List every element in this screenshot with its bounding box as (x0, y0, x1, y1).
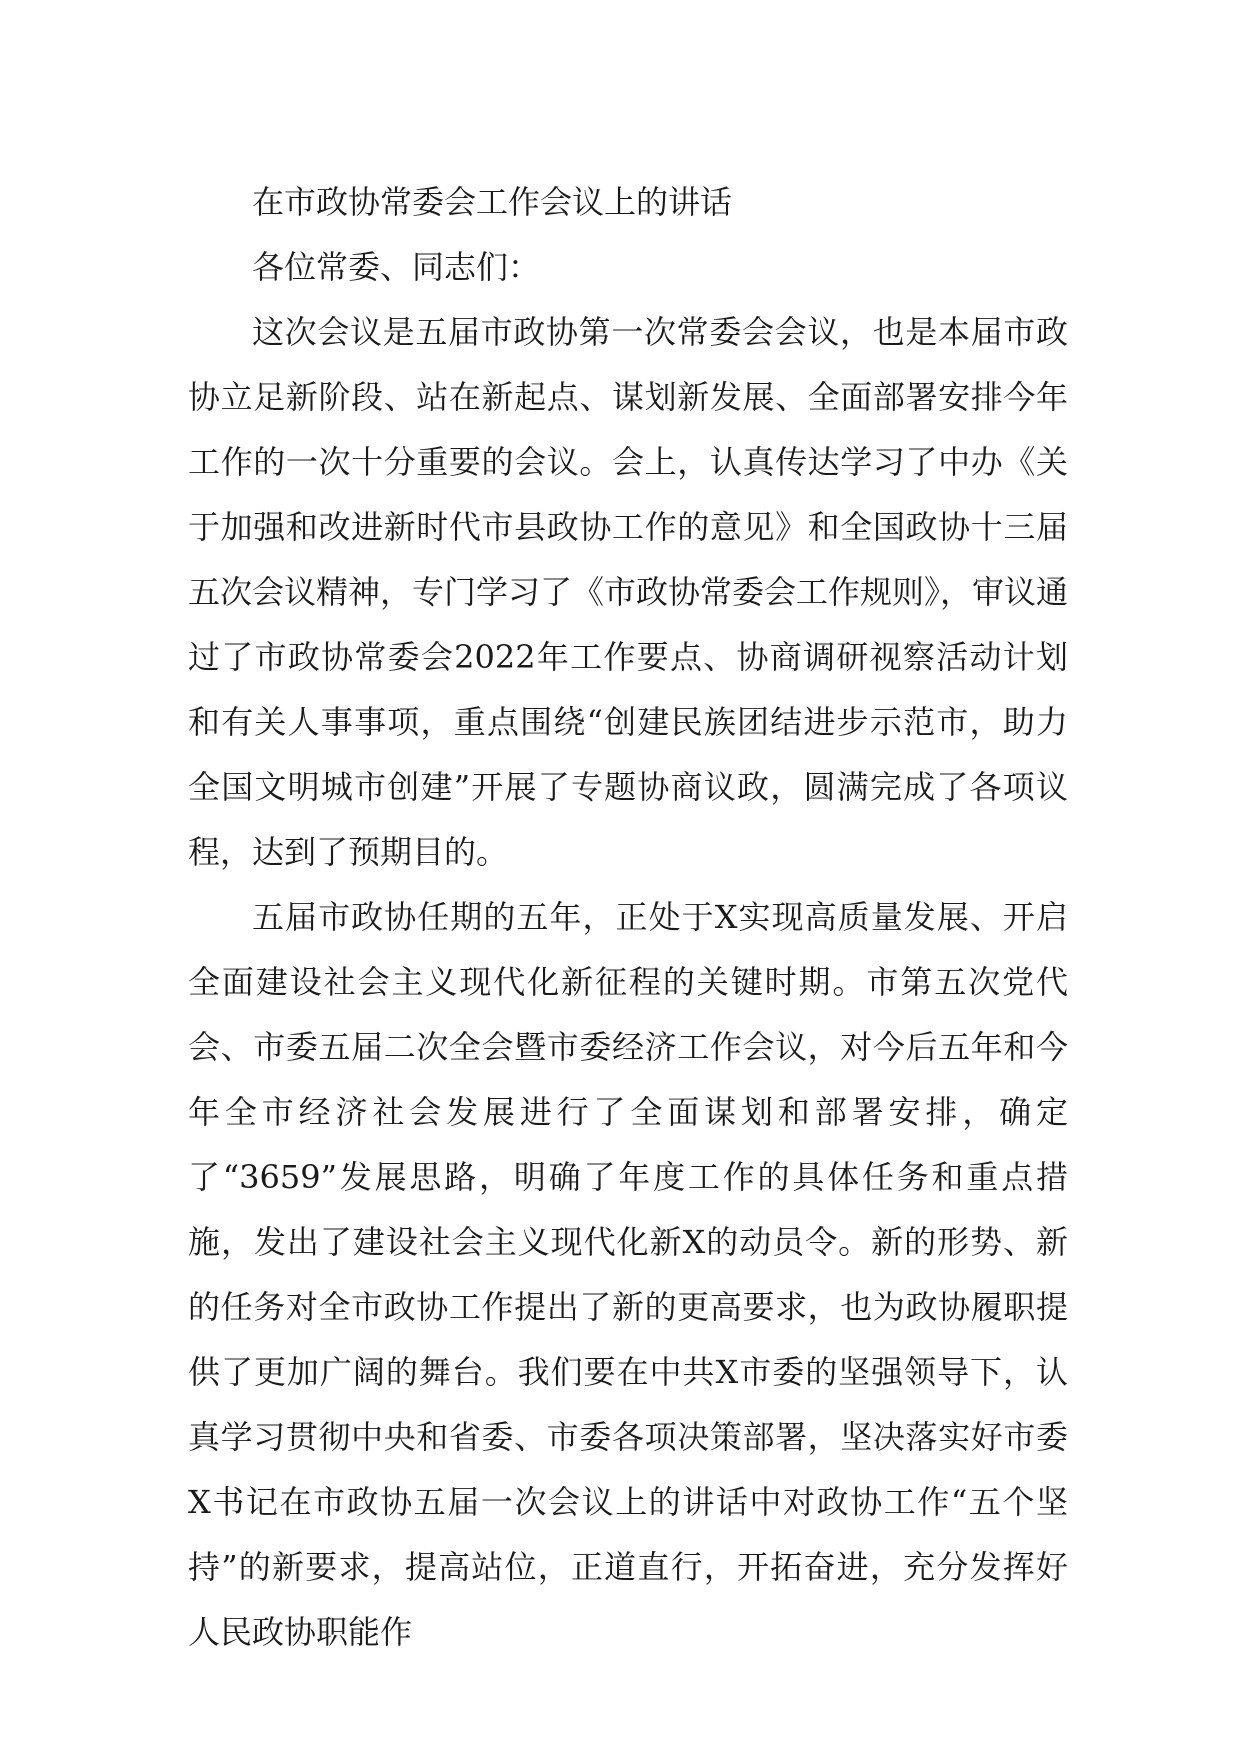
paragraph-intro: 这次会议是五届市政协第一次常委会会议，也是本届市政协立足新阶段、站在新起点、谋划新发展、全面部署安排今年工作的一次十分重要的会议。会上，认真传达学习了中办《关于加强和改进新时代市县政协工作的意见》和全国政协十三届五次会议精神，专门学习了《市政协常委会工作规则》，审议通过了市政协常委会2022年工作要点、协商调研视察活动计划和有关人事事项，重点围绕“创建民族团结进步示范市，助力全国文明城市创建”开展了专题协商议政，圆满完成了各项议程，达到了预期目的。 (188, 313, 1069, 871)
salutation: 各位常委、同志们： (252, 248, 541, 286)
paragraph-term: 五届市政协任期的五年，正处于X实现高质量发展、开启全面建设社会主义现代化新征程的关键时期。市第五次党代会、市委五届二次全会暨市委经济工作会议，对今后五年和今年全市经济社会发展进行了全面谋划和部署安排，确定了“3659”发展思路，明确了年度工作的具体任务和重点措施，发出了建设社会主义现代化新X的动员令。新的形势、新的任务对全市政协工作提出了新的更高要求，也为政协履职提供了更加广阔的舞台。我们要在中共X市委的坚强领导下，认真学习贯彻中央和省委、市委各项决策部署，坚决落实好市委X书记在市政协五届一次会议上的讲话中对政协工作“五个坚持”的新要求，提高站位，正道直行，开拓奋进，充分发挥好人民政协职能作 (188, 898, 1068, 1651)
document-body (188, 170, 1068, 1665)
speech-title: 在市政协常委会工作会议上的讲话 (252, 183, 733, 221)
